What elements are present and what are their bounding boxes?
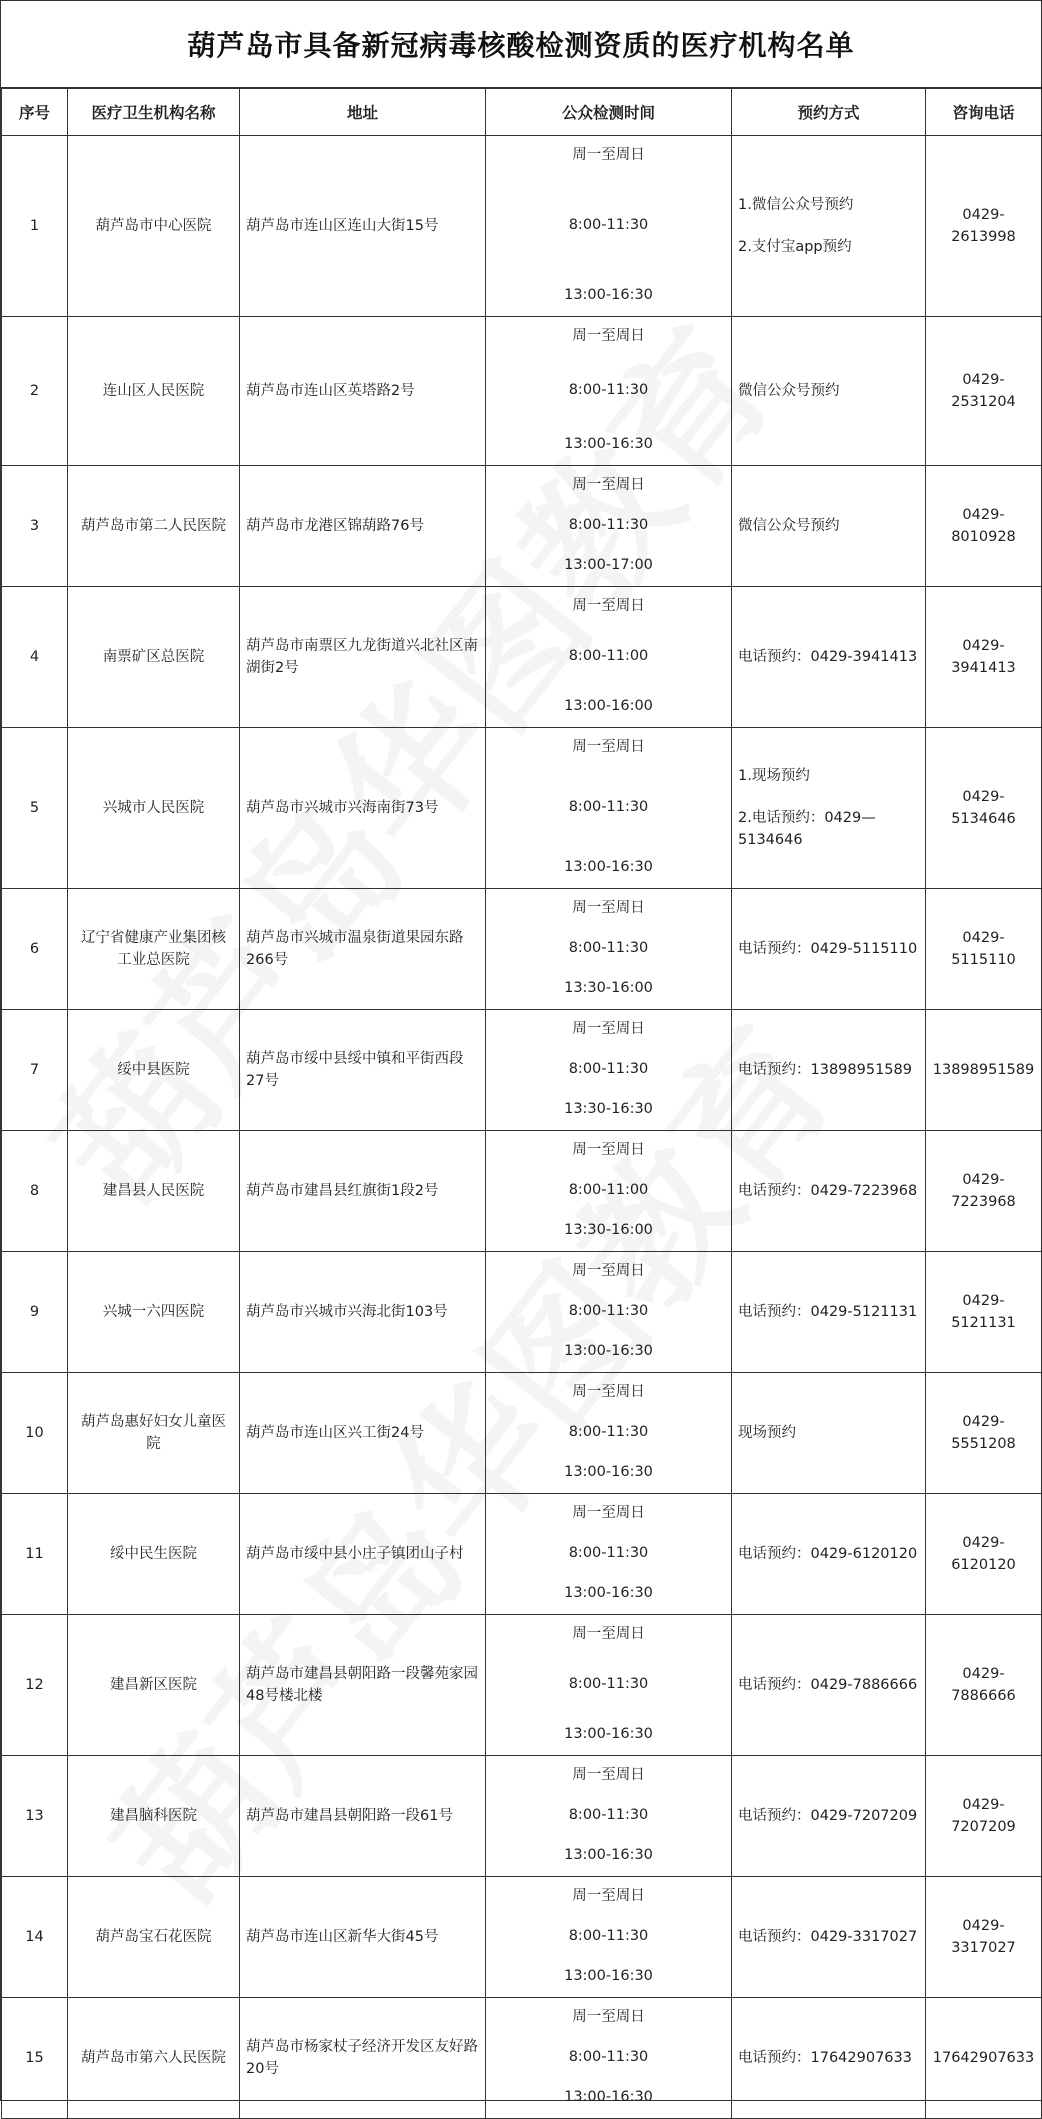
time-slot: 8:00-11:00 [568, 1182, 649, 1198]
booking-method: 微信公众号预约 [738, 383, 840, 399]
table-row [2, 1756, 1042, 1877]
time-slot: 8:00-11:30 [568, 382, 649, 398]
cell-address: 葫芦岛市连山区新华大街45号 [240, 1877, 486, 1998]
cell-booking [732, 889, 926, 1010]
time-slot: 8:00-11:30 [568, 1424, 649, 1440]
cell-booking [732, 136, 926, 317]
cell-phone: 0429-5115110 [926, 889, 1042, 1010]
cell-booking [732, 1494, 926, 1615]
header-address: 地址 [240, 89, 486, 136]
time-slot: 8:00-11:30 [568, 1807, 649, 1823]
cell-booking [732, 1877, 926, 1998]
table-row [2, 1494, 1042, 1615]
time-slot: 8:00-11:30 [568, 799, 649, 815]
cell-name: 绥中民生医院 [68, 1494, 240, 1615]
cell-phone: 0429-8010928 [926, 466, 1042, 587]
table-row [2, 1998, 1042, 2119]
cell-booking [732, 1615, 926, 1756]
time-days: 周一至周日 [572, 598, 645, 614]
cell-phone: 0429-6120120 [926, 1494, 1042, 1615]
time-days: 周一至周日 [572, 900, 645, 916]
page-title: 葫芦岛市具备新冠病毒核酸检测资质的医疗机构名单 [1, 1, 1041, 88]
cell-time [486, 1010, 732, 1131]
cell-address: 葫芦岛市建昌县红旗街1段2号 [240, 1131, 486, 1252]
cell-no: 10 [2, 1373, 68, 1494]
cell-address: 葫芦岛市绥中县绥中镇和平街西段27号 [240, 1010, 486, 1131]
time-days: 周一至周日 [572, 1384, 645, 1400]
time-slot: 8:00-11:30 [568, 940, 649, 956]
cell-booking [732, 1998, 926, 2119]
booking-method: 电话预约：0429-3317027 [738, 1929, 918, 1945]
cell-phone: 0429-2613998 [926, 136, 1042, 317]
time-days: 周一至周日 [572, 1021, 645, 1037]
cell-time [486, 466, 732, 587]
booking-method: 电话预约：13898951589 [738, 1062, 912, 1078]
time-days: 周一至周日 [572, 1626, 645, 1642]
cell-name: 建昌县人民医院 [68, 1131, 240, 1252]
cell-no: 15 [2, 1998, 68, 2119]
booking-method: 电话预约：0429-5121131 [738, 1304, 918, 1320]
time-slot: 13:00-16:30 [564, 1585, 653, 1601]
cell-phone: 0429-5134646 [926, 728, 1042, 889]
time-days: 周一至周日 [572, 328, 645, 344]
cell-no: 2 [2, 317, 68, 466]
cell-name: 兴城一六四医院 [68, 1252, 240, 1373]
cell-address: 葫芦岛市绥中县小庄子镇团山子村 [240, 1494, 486, 1615]
cell-name: 葫芦岛市第六人民医院 [68, 1998, 240, 2119]
cell-address: 葫芦岛市连山区英塔路2号 [240, 317, 486, 466]
cell-time [486, 1494, 732, 1615]
cell-phone: 0429-3941413 [926, 587, 1042, 728]
cell-name: 建昌新区医院 [68, 1615, 240, 1756]
time-slot: 13:00-16:30 [564, 1343, 653, 1359]
cell-phone: 0429-7207209 [926, 1756, 1042, 1877]
time-slot: 8:00-11:30 [568, 1928, 649, 1944]
cell-time [486, 136, 732, 317]
table-row [2, 889, 1042, 1010]
time-days: 周一至周日 [572, 739, 645, 755]
cell-time [486, 1756, 732, 1877]
time-slot: 8:00-11:30 [568, 1676, 649, 1692]
time-days: 周一至周日 [572, 1505, 645, 1521]
booking-method: 电话预约：0429-3941413 [738, 649, 918, 665]
cell-name: 兴城市人民医院 [68, 728, 240, 889]
cell-time [486, 1998, 732, 2119]
cell-time [486, 728, 732, 889]
cell-name: 葫芦岛市第二人民医院 [68, 466, 240, 587]
booking-method: 1.微信公众号预约 [738, 197, 854, 213]
cell-address: 葫芦岛市兴城市兴海南街73号 [240, 728, 486, 889]
header-phone: 咨询电话 [926, 89, 1042, 136]
time-days: 周一至周日 [572, 477, 645, 493]
time-slot: 13:00-16:00 [564, 698, 653, 714]
cell-no: 9 [2, 1252, 68, 1373]
cell-booking [732, 728, 926, 889]
table-row [2, 1252, 1042, 1373]
cell-name: 南票矿区总医院 [68, 587, 240, 728]
table-row [2, 587, 1042, 728]
time-slot: 13:00-16:30 [564, 1726, 653, 1742]
cell-phone: 0429-7886666 [926, 1615, 1042, 1756]
booking-method: 电话预约：0429-6120120 [738, 1546, 918, 1562]
time-days: 周一至周日 [572, 1888, 645, 1904]
institution-table [1, 88, 1042, 2119]
cell-booking [732, 1252, 926, 1373]
booking-method: 2.支付宝app预约 [738, 239, 852, 255]
cell-name: 葫芦岛市中心医院 [68, 136, 240, 317]
time-slot: 13:00-16:30 [564, 1847, 653, 1863]
time-slot: 13:00-16:30 [564, 436, 653, 452]
cell-booking [732, 466, 926, 587]
cell-address: 葫芦岛市连山区连山大街15号 [240, 136, 486, 317]
booking-method: 电话预约：0429-7207209 [738, 1808, 918, 1824]
time-slot: 13:00-16:30 [564, 287, 653, 303]
time-days: 周一至周日 [572, 2009, 645, 2025]
table-header-row [2, 89, 1042, 136]
cell-address: 葫芦岛市兴城市温泉街道果园东路266号 [240, 889, 486, 1010]
header-no: 序号 [2, 89, 68, 136]
cell-phone: 0429-2531204 [926, 317, 1042, 466]
cell-address: 葫芦岛市南票区九龙街道兴北社区南湖街2号 [240, 587, 486, 728]
table-row [2, 1010, 1042, 1131]
time-slot: 8:00-11:30 [568, 517, 649, 533]
cell-address: 葫芦岛市杨家杖子经济开发区友好路20号 [240, 1998, 486, 2119]
cell-address: 葫芦岛市龙港区锦葫路76号 [240, 466, 486, 587]
cell-no: 8 [2, 1131, 68, 1252]
header-name: 医疗卫生机构名称 [68, 89, 240, 136]
cell-no: 3 [2, 466, 68, 587]
booking-method: 现场预约 [738, 1425, 796, 1441]
time-slot: 8:00-11:00 [568, 648, 649, 664]
table-row [2, 1615, 1042, 1756]
time-days: 周一至周日 [572, 147, 645, 163]
time-days: 周一至周日 [572, 1263, 645, 1279]
time-slot: 13:00-16:30 [564, 1464, 653, 1480]
cell-no: 4 [2, 587, 68, 728]
cell-no: 11 [2, 1494, 68, 1615]
time-slot: 13:00-17:00 [564, 557, 653, 573]
booking-method: 2.电话预约：0429—5134646 [738, 810, 876, 848]
cell-no: 7 [2, 1010, 68, 1131]
cell-no: 1 [2, 136, 68, 317]
time-slot: 13:30-16:00 [564, 1222, 653, 1238]
time-slot: 8:00-11:30 [568, 2049, 649, 2065]
cell-no: 14 [2, 1877, 68, 1998]
cell-time [486, 317, 732, 466]
time-slot: 8:00-11:30 [568, 1545, 649, 1561]
cell-booking [732, 1373, 926, 1494]
time-days: 周一至周日 [572, 1142, 645, 1158]
cell-no: 5 [2, 728, 68, 889]
booking-method: 电话预约：17642907633 [738, 2050, 912, 2066]
cell-address: 葫芦岛市连山区兴工街24号 [240, 1373, 486, 1494]
header-time: 公众检测时间 [486, 89, 732, 136]
cell-name: 葫芦岛惠好妇女儿童医院 [68, 1373, 240, 1494]
cell-phone: 17642907633 [926, 1998, 1042, 2119]
table-row [2, 136, 1042, 317]
cell-name: 连山区人民医院 [68, 317, 240, 466]
booking-method: 微信公众号预约 [738, 518, 840, 534]
cell-name: 建昌脑科医院 [68, 1756, 240, 1877]
cell-booking [732, 1131, 926, 1252]
cell-no: 13 [2, 1756, 68, 1877]
cell-address: 葫芦岛市建昌县朝阳路一段61号 [240, 1756, 486, 1877]
time-slot: 8:00-11:30 [568, 217, 649, 233]
table-row [2, 1373, 1042, 1494]
cell-booking [732, 1010, 926, 1131]
table-row [2, 1877, 1042, 1998]
cell-name: 辽宁省健康产业集团核工业总医院 [68, 889, 240, 1010]
cell-phone: 13898951589 [926, 1010, 1042, 1131]
header-booking: 预约方式 [732, 89, 926, 136]
cell-name: 葫芦岛宝石花医院 [68, 1877, 240, 1998]
time-slot: 13:00-16:30 [564, 1968, 653, 1984]
cell-phone: 0429-3317027 [926, 1877, 1042, 1998]
time-days: 周一至周日 [572, 1767, 645, 1783]
time-slot: 8:00-11:30 [568, 1303, 649, 1319]
cell-time [486, 889, 732, 1010]
table-row [2, 1131, 1042, 1252]
table-row [2, 466, 1042, 587]
time-slot: 13:30-16:30 [564, 1101, 653, 1117]
cell-no: 12 [2, 1615, 68, 1756]
time-slot: 13:30-16:00 [564, 980, 653, 996]
cell-address: 葫芦岛市建昌县朝阳路一段馨苑家园48号楼北楼 [240, 1615, 486, 1756]
cell-booking [732, 317, 926, 466]
table-row [2, 317, 1042, 466]
cell-phone: 0429-5551208 [926, 1373, 1042, 1494]
cell-booking [732, 587, 926, 728]
cell-time [486, 1252, 732, 1373]
time-slot: 13:00-16:30 [564, 859, 653, 875]
booking-method: 电话预约：0429-7223968 [738, 1183, 918, 1199]
table-row [2, 728, 1042, 889]
cell-no: 6 [2, 889, 68, 1010]
booking-method: 1.现场预约 [738, 768, 810, 784]
time-slot: 8:00-11:30 [568, 1061, 649, 1077]
cell-time [486, 1131, 732, 1252]
cell-phone: 0429-7223968 [926, 1131, 1042, 1252]
cell-time [486, 1373, 732, 1494]
cell-time [486, 1615, 732, 1756]
cell-time [486, 1877, 732, 1998]
cell-booking [732, 1756, 926, 1877]
time-slot: 13:00-16:30 [564, 2089, 653, 2105]
cell-address: 葫芦岛市兴城市兴海北街103号 [240, 1252, 486, 1373]
cell-name: 绥中县医院 [68, 1010, 240, 1131]
table-body [2, 136, 1042, 2119]
cell-phone: 0429-5121131 [926, 1252, 1042, 1373]
cell-time [486, 587, 732, 728]
booking-method: 电话预约：0429-5115110 [738, 941, 918, 957]
booking-method: 电话预约：0429-7886666 [738, 1677, 918, 1693]
